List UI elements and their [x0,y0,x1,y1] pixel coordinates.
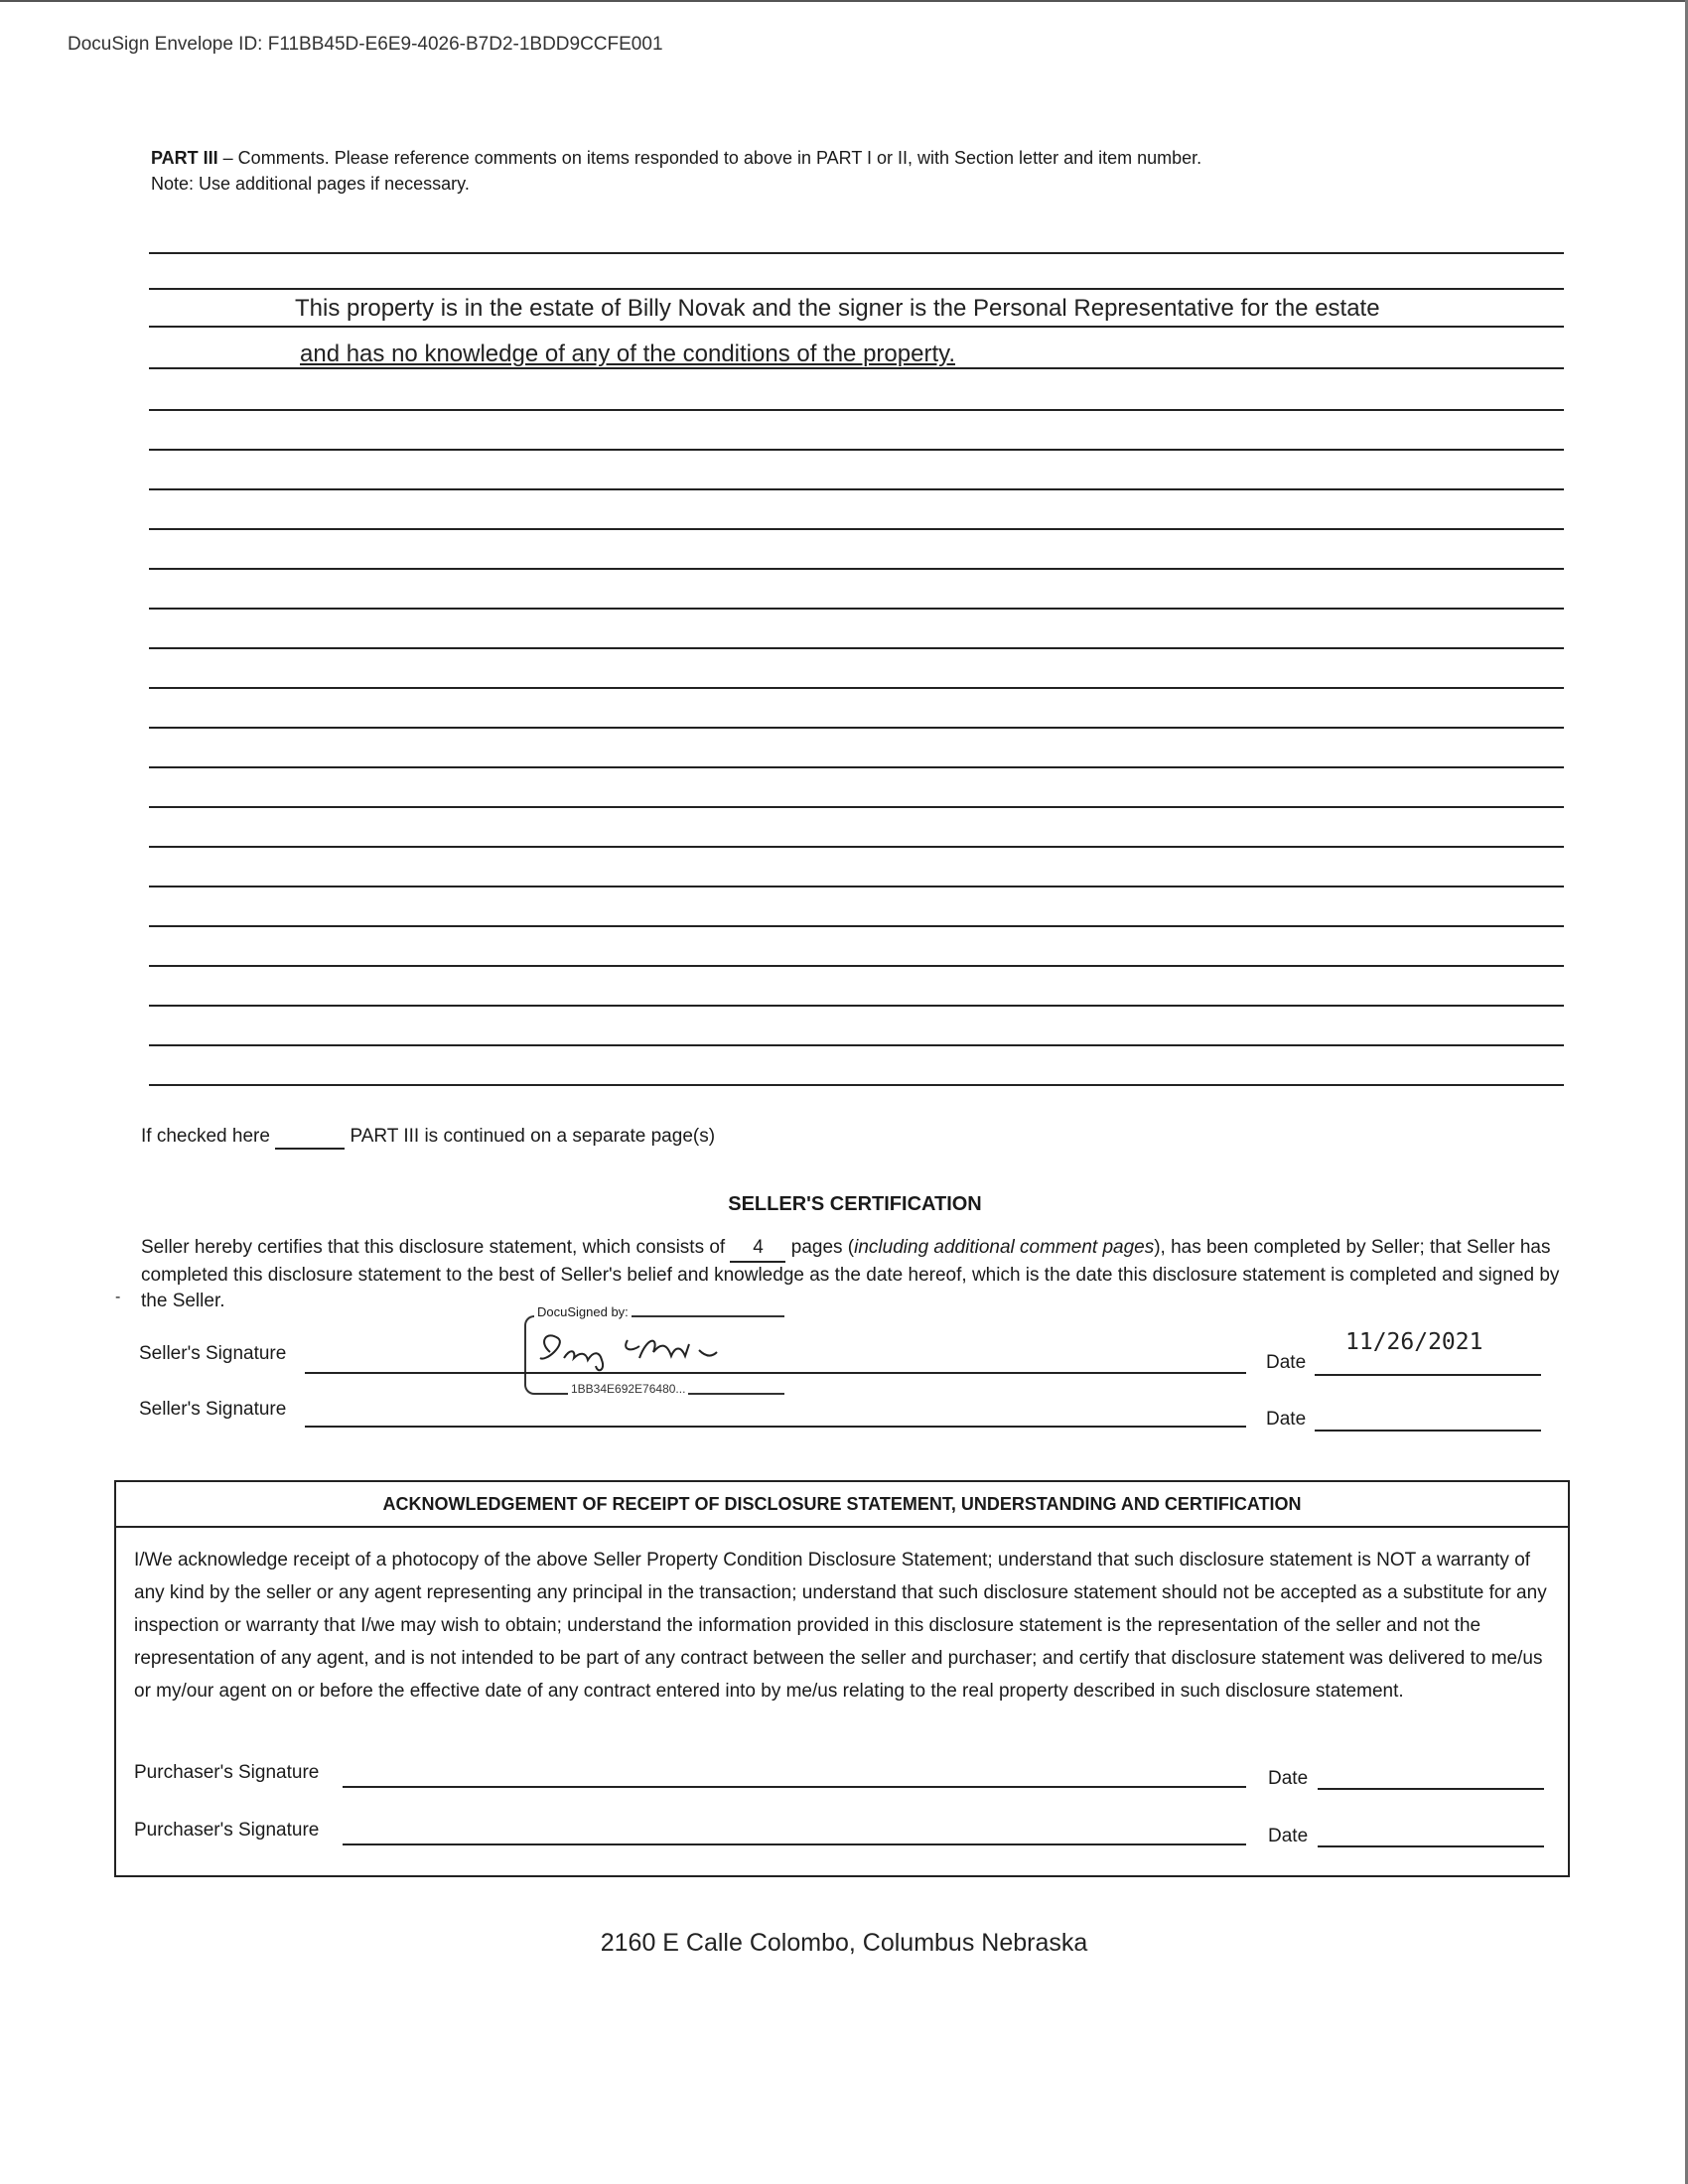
seller-date-1-value: 11/26/2021 [1345,1329,1483,1355]
cert-text-italic: including additional comment pages [854,1237,1155,1258]
part3-note: Note: Use additional pages if necessary. [151,174,470,194]
comment-line-2: and has no knowledge of any of the conditions of the property. [300,341,955,367]
seller-date-2-label: Date [1266,1409,1307,1430]
purchaser-signature-2-line[interactable] [343,1843,1246,1845]
purchaser-signature-2-label: Purchaser's Signature [134,1820,320,1841]
comment-rule [149,965,1564,967]
purchaser-signature-1-line[interactable] [343,1786,1246,1788]
comment-rule [149,886,1564,887]
comment-rule [149,925,1564,927]
seller-signature-2-label: Seller's Signature [139,1399,287,1420]
seller-certification-title: SELLER'S CERTIFICATION [728,1193,982,1215]
purchaser-date-2-label: Date [1268,1826,1309,1846]
continuation-line [141,1126,715,1150]
comment-rule [149,252,1564,254]
part3-heading-text: – Comments. Please reference comments on items responded to above in PART I or II, with Section letter and item number. [217,148,1202,168]
acknowledgement-body: I/We acknowledge receipt of a photocopy of the above Seller Property Condition Disclosure Statement; understand that such disclosure statement is NOT a warranty of any kind by the seller or any agent representing any principal in the transaction; understand that such disclosure statement should not be accepted as a substitute for any inspection or warranty that I/we may wish to obtain; understand the information provided in this disclosure statement is the representation of the seller and not the representation of any agent, and is not intended to be part of any contract between the seller and purchaser; and certify that disclosure statement was delivered to me/us or my/our agent on or before the effective date of any contract entered into by me/us relating to the real property described in such disclosure statement. [134,1550,1547,1702]
acknowledgement-title: ACKNOWLEDGEMENT OF RECEIPT OF DISCLOSURE STATEMENT, UNDERSTANDING AND CERTIFICATION [116,1482,1568,1528]
comment-rule [149,846,1564,848]
seller-date-1-line[interactable] [1315,1374,1541,1376]
comment-rule [149,409,1564,411]
seller-date-2-line[interactable] [1315,1430,1541,1432]
seller-signature-1-line[interactable] [305,1372,1246,1374]
comment-rule [149,1044,1564,1046]
seller-signature-2-line[interactable] [305,1426,1246,1428]
cert-text-before: Seller hereby certifies that this disclosure statement, which consists of [141,1237,726,1258]
cert-page-count[interactable]: 4 [730,1235,785,1263]
docusign-id: 1BB34E692E76480... [568,1382,688,1396]
docusigned-label: DocuSigned by: [534,1304,632,1319]
seller-signature-image [536,1322,794,1376]
comment-rule [149,449,1564,451]
continuation-checkbox-blank[interactable] [275,1126,345,1150]
comment-rule [149,488,1564,490]
purchaser-date-1-line[interactable] [1318,1788,1544,1790]
seller-certification-body [141,1235,1571,1314]
comment-rule [149,288,1564,290]
purchaser-date-1-label: Date [1268,1768,1309,1789]
acknowledgement-box [114,1480,1570,1877]
comment-rule [149,647,1564,649]
comment-rule [149,568,1564,570]
comment-rule [149,528,1564,530]
cert-text-pages: pages ( [785,1237,855,1258]
footer-address: 2160 E Calle Colombo, Columbus Nebraska [600,1929,1088,1957]
purchaser-signature-1-label: Purchaser's Signature [134,1762,320,1783]
comment-rule [149,766,1564,768]
comment-rule [149,1005,1564,1007]
purchaser-date-2-line[interactable] [1318,1845,1544,1847]
seller-signature-1-label: Seller's Signature [139,1343,287,1364]
part3-heading-bold: PART III [151,148,218,168]
comment-line-1: This property is in the estate of Billy Novak and the signer is the Personal Representative for the estate [295,295,1380,322]
page-border-top [0,0,1688,2]
comment-rule [149,687,1564,689]
comment-rule [149,806,1564,808]
envelope-id: DocuSign Envelope ID: F11BB45D-E6E9-4026-B7D2-1BDD9CCFE001 [68,34,663,55]
comment-rule [149,727,1564,729]
comment-rule [149,326,1564,328]
continuation-suffix: PART III is continued on a separate page(s) [350,1126,716,1147]
margin-mark: - [115,1289,121,1305]
continuation-prefix: If checked here [141,1126,270,1147]
comment-rule [149,1084,1564,1086]
cert-text-after: ), has been completed by Seller; that Seller has completed this disclosure statement to the best of Seller's belief and knowledge as the date hereof, which is the date this disclosure statement is completed and signed by the Seller. [141,1237,1560,1311]
seller-date-1-label: Date [1266,1352,1307,1373]
part3-heading [151,145,1442,197]
comment-rule [149,608,1564,610]
